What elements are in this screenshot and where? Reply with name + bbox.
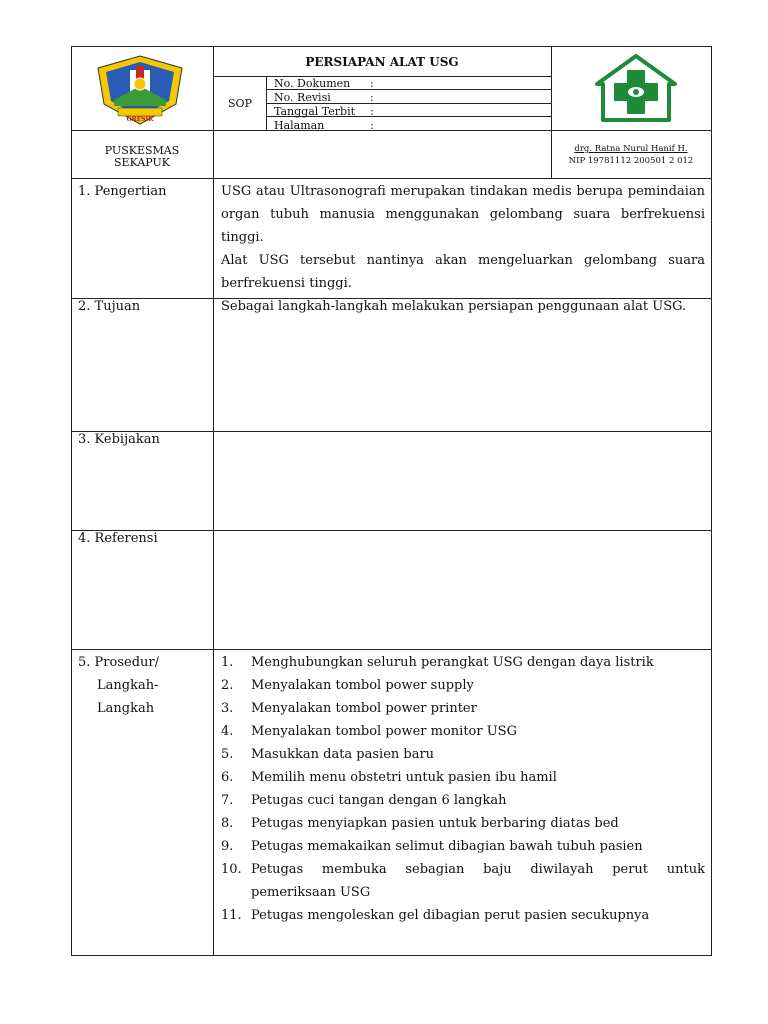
meta-sep: : [370, 91, 374, 104]
meta-label: Halaman [274, 119, 325, 132]
step-number: 3. [221, 701, 234, 716]
step-text: Menghubungkan seluruh perangkat USG dengan daya listrik [251, 655, 654, 670]
step-number: 6. [221, 770, 234, 785]
step-text: Petugas memakaikan selimut dibagian bawah tubuh pasien [251, 839, 643, 854]
pengertian-paragraph-2: Alat USG tersebut nantinya akan mengeluarkan gelombang suara berfrekuensi tinggi. [221, 253, 705, 291]
list-item [221, 743, 705, 766]
prosedur-label-line-1: 5. Prosedur/ [78, 655, 159, 670]
step-number: 11. [221, 908, 242, 923]
regency-emblem-logo [96, 54, 184, 126]
document-meta-table [274, 77, 544, 132]
section-label-prosedur [78, 651, 159, 720]
step-number: 2. [221, 678, 234, 693]
list-item [221, 674, 705, 697]
step-text: Petugas membuka sebagian baju diwilayah perut untuk pemeriksaan USG [251, 862, 705, 900]
section-body-tujuan [221, 295, 705, 318]
step-number: 4. [221, 724, 234, 739]
signer-name: drg. Ratna Nurul Hanif H. [574, 144, 688, 154]
meta-label: No. Revisi [274, 91, 331, 104]
section-label-pengertian: 1. Pengertian [78, 184, 167, 199]
section-label-kebijakan: 3. Kebijakan [78, 432, 160, 447]
section-label-tujuan: 2. Tujuan [78, 299, 141, 314]
list-item [221, 835, 705, 858]
meta-label: Tanggal Terbit [274, 105, 356, 118]
step-number: 1. [221, 655, 234, 670]
sop-label: SOP [228, 97, 252, 110]
list-item [221, 720, 705, 743]
procedure-steps-list [221, 651, 705, 927]
list-item [221, 789, 705, 812]
meta-sep: : [370, 77, 374, 90]
logo-caption: GRESIK [126, 116, 154, 123]
meta-row-revisi [274, 91, 544, 104]
list-item [221, 697, 705, 720]
step-text: Menyalakan tombol power printer [251, 701, 477, 716]
tujuan-paragraph: Sebagai langkah-langkah melakukan persiapan penggunaan alat USG. [221, 299, 687, 314]
org-name [74, 145, 210, 169]
step-text: Menyalakan tombol power monitor USG [251, 724, 517, 739]
signer-block [553, 143, 709, 167]
section-label-referensi: 4. Referensi [78, 531, 158, 546]
document-title: PERSIAPAN ALAT USG [305, 55, 459, 69]
list-item [221, 766, 705, 789]
meta-sep: : [370, 105, 374, 118]
list-item [221, 651, 705, 674]
list-item [221, 904, 705, 927]
section-body-pengertian [221, 180, 705, 295]
step-number: 9. [221, 839, 234, 854]
list-item [221, 812, 705, 835]
pengertian-paragraph-1: USG atau Ultrasonografi merupakan tindakan medis berupa pemindaian organ tubuh manusia menggunakan gelombang suara berfrekuensi tinggi. [221, 184, 705, 245]
signer-nip: NIP 19781112 200501 2 012 [568, 156, 694, 166]
step-number: 5. [221, 747, 234, 762]
step-number: 10. [221, 862, 242, 877]
step-text: Menyalakan tombol power supply [251, 678, 474, 693]
meta-row-halaman [274, 119, 544, 132]
org-line-2: SEKAPUK [114, 156, 170, 169]
meta-row-dokumen [274, 77, 544, 90]
meta-row-tanggal [274, 105, 544, 118]
step-text: Memilih menu obstetri untuk pasien ibu hamil [251, 770, 557, 785]
org-line-1: PUSKESMAS [104, 144, 180, 157]
meta-label: No. Dokumen [274, 77, 351, 90]
prosedur-label-line-3: Langkah [97, 701, 155, 716]
meta-sep: : [370, 119, 374, 132]
step-number: 8. [221, 816, 234, 831]
step-text: Petugas mengoleskan gel dibagian perut pasien secukupnya [251, 908, 650, 923]
step-text: Masukkan data pasien baru [251, 747, 435, 762]
step-text: Petugas cuci tangan dengan 6 langkah [251, 793, 507, 808]
prosedur-label-line-2: Langkah- [97, 678, 159, 693]
step-text: Petugas menyiapkan pasien untuk berbaring diatas bed [251, 816, 619, 831]
puskesmas-cross-logo [595, 54, 677, 122]
step-number: 7. [221, 793, 234, 808]
list-item [221, 858, 705, 904]
